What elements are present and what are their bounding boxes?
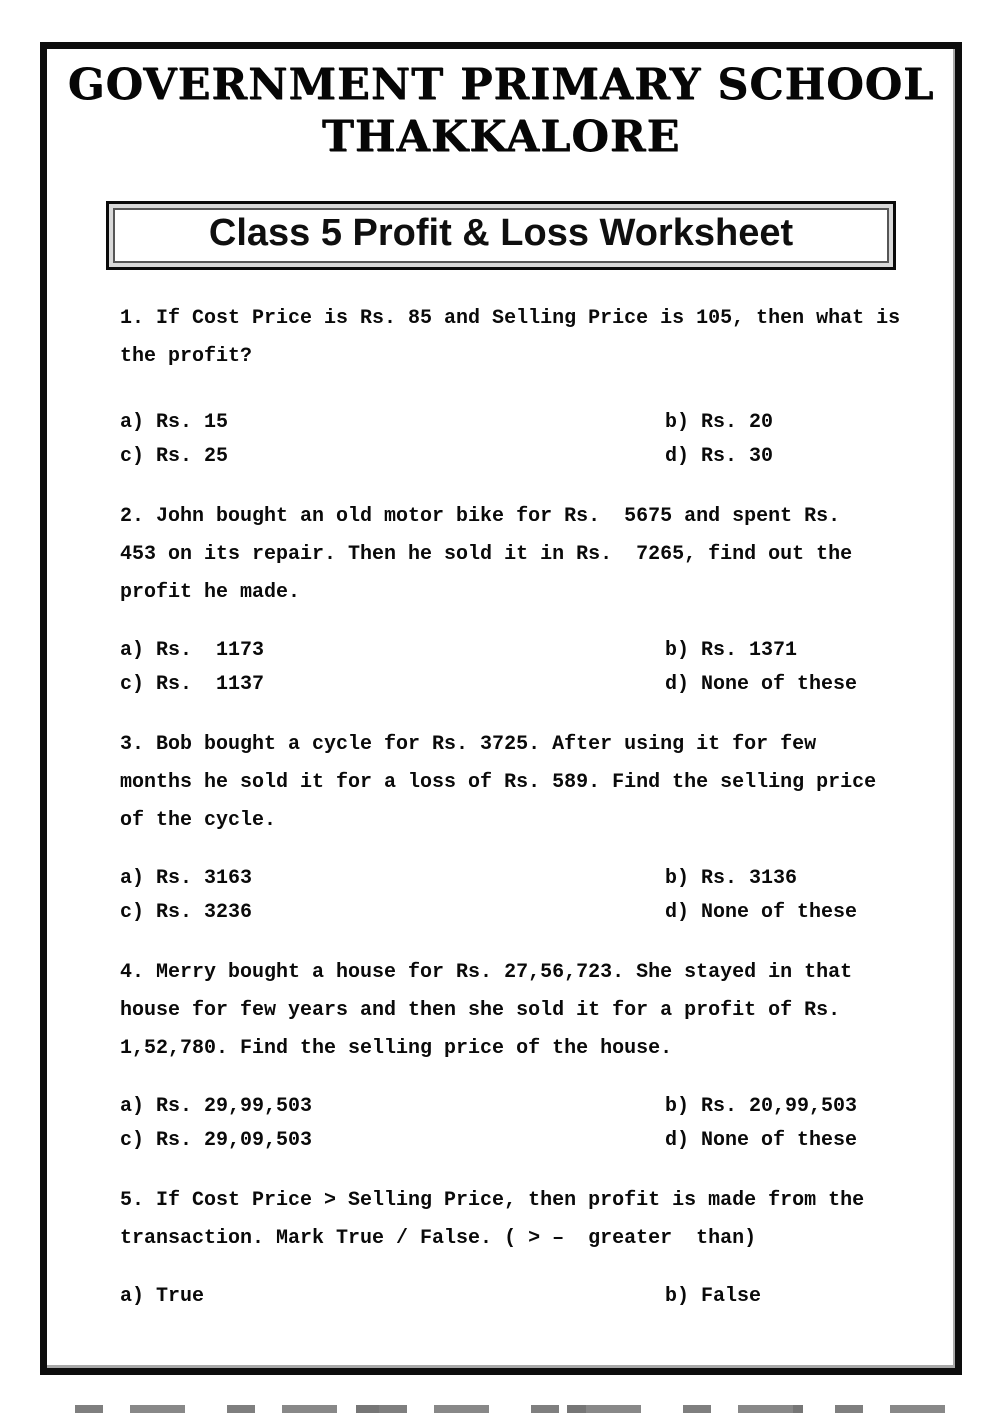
question-2-text-line: 2. John bought an old motor bike for Rs. 5675 and spent Rs. [120, 505, 841, 528]
question-3-text-line: of the cycle. [120, 809, 277, 832]
q2-option-b[interactable]: b) Rs. 1371 [665, 639, 798, 662]
q1-option-a[interactable]: a) Rs. 15 [120, 411, 229, 434]
q3-option-c[interactable]: c) Rs. 3236 [120, 901, 253, 924]
question-4-text-line: house for few years and then she sold it for a profit of Rs. [120, 999, 841, 1022]
school-name-line1: GOVERNMENT PRIMARY SCHOOL [67, 60, 935, 110]
q1-option-b[interactable]: b) Rs. 20 [665, 411, 774, 434]
question-3-options [120, 862, 925, 930]
question-3 [120, 726, 925, 930]
next-page-cutoff-text-fragments [75, 1405, 960, 1413]
question-5-text-line: transaction. Mark True / False. ( > – greater than) [120, 1227, 757, 1250]
q2-option-d[interactable]: d) None of these [665, 673, 858, 696]
question-1-options [120, 406, 925, 474]
worksheet-title-box-inner [113, 208, 889, 263]
q1-option-d[interactable]: d) Rs. 30 [665, 445, 774, 468]
question-4-options [120, 1090, 925, 1158]
school-name-line2: THAKKALORE [321, 112, 681, 162]
q4-option-b[interactable]: b) Rs. 20,99,503 [665, 1095, 858, 1118]
worksheet-page [40, 42, 962, 1375]
q4-option-a[interactable]: a) Rs. 29,99,503 [120, 1095, 313, 1118]
question-2-text-line: 453 on its repair. Then he sold it in Rs. 7265, find out the [120, 543, 853, 566]
worksheet-title-box [106, 201, 896, 270]
question-4 [120, 954, 925, 1158]
question-1 [120, 300, 925, 474]
question-1-text-line: 1. If Cost Price is Rs. 85 and Selling Price is 105, then what is [120, 307, 901, 330]
q4-option-c[interactable]: c) Rs. 29,09,503 [120, 1129, 313, 1152]
question-2 [120, 498, 925, 702]
question-5-options [120, 1280, 925, 1314]
question-4-text-line: 1,52,780. Find the selling price of the house. [120, 1037, 673, 1060]
question-3-text-line: months he sold it for a loss of Rs. 589. Find the selling price [120, 771, 877, 794]
q2-option-a[interactable]: a) Rs. 1173 [120, 639, 265, 662]
q3-option-d[interactable]: d) None of these [665, 901, 858, 924]
question-5 [120, 1182, 925, 1314]
question-5-text-line: 5. If Cost Price > Selling Price, then profit is made from the [120, 1189, 865, 1212]
question-1-text-line: the profit? [120, 345, 253, 368]
q1-option-c[interactable]: c) Rs. 25 [120, 445, 229, 468]
q5-option-a[interactable]: a) True [120, 1285, 205, 1308]
q5-option-b[interactable]: b) False [665, 1285, 762, 1308]
q2-option-c[interactable]: c) Rs. 1137 [120, 673, 265, 696]
question-4-text-line: 4. Merry bought a house for Rs. 27,56,723. She stayed in that [120, 961, 853, 984]
worksheet-content [47, 300, 955, 1314]
q3-option-b[interactable]: b) Rs. 3136 [665, 867, 798, 890]
question-2-options [120, 634, 925, 702]
q3-option-a[interactable]: a) Rs. 3163 [120, 867, 253, 890]
q4-option-d[interactable]: d) None of these [665, 1129, 858, 1152]
page-title: Class 5 Profit & Loss Worksheet [208, 212, 794, 254]
question-2-text-line: profit he made. [120, 581, 301, 604]
question-3-text-line: 3. Bob bought a cycle for Rs. 3725. After using it for few [120, 733, 817, 756]
